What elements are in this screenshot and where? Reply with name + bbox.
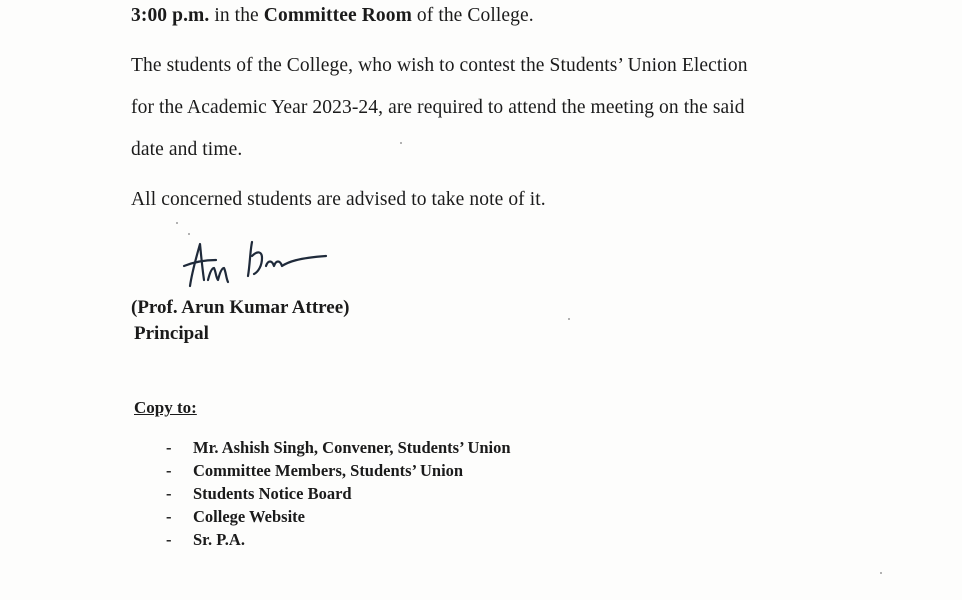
- scan-speck: [400, 142, 402, 144]
- scan-speck: [188, 233, 190, 235]
- handwritten-signature: [178, 236, 338, 292]
- advisory-text: All concerned students are advised to take note of it.: [131, 189, 546, 210]
- scan-speck: [176, 222, 178, 224]
- paragraph-line-1: The students of the College, who wish to contest the Students’ Union Election: [131, 55, 748, 76]
- paragraph-line-2: for the Academic Year 2023-24, are required to attend the meeting on the said: [131, 97, 745, 118]
- copy-to-heading: Copy to:: [134, 398, 197, 417]
- copy-to-item-text: Students Notice Board: [193, 484, 352, 503]
- signatory-name: (Prof. Arun Kumar Attree): [131, 297, 350, 318]
- meeting-time-line: [131, 4, 534, 28]
- list-bullet: -: [166, 484, 172, 503]
- scan-speck: [880, 572, 882, 574]
- copy-to-item-text: Sr. P.A.: [193, 530, 245, 549]
- scan-speck: [568, 318, 570, 320]
- list-bullet: -: [166, 530, 172, 549]
- meeting-time: 3:00 p.m.: [131, 5, 210, 26]
- meeting-line-end: of the College.: [411, 5, 534, 26]
- copy-to-item-text: Mr. Ashish Singh, Convener, Students’ Union: [193, 438, 511, 457]
- paragraph-line-3: date and time.: [131, 139, 243, 160]
- meeting-room: Committee Room: [263, 5, 412, 26]
- meeting-line-mid: in the: [209, 5, 264, 26]
- signatory-title: Principal: [134, 323, 209, 344]
- list-bullet: -: [166, 507, 172, 526]
- copy-to-item-text: Committee Members, Students’ Union: [193, 461, 464, 480]
- list-bullet: -: [166, 438, 172, 457]
- list-bullet: -: [166, 461, 172, 480]
- copy-to-item-text: College Website: [193, 507, 305, 526]
